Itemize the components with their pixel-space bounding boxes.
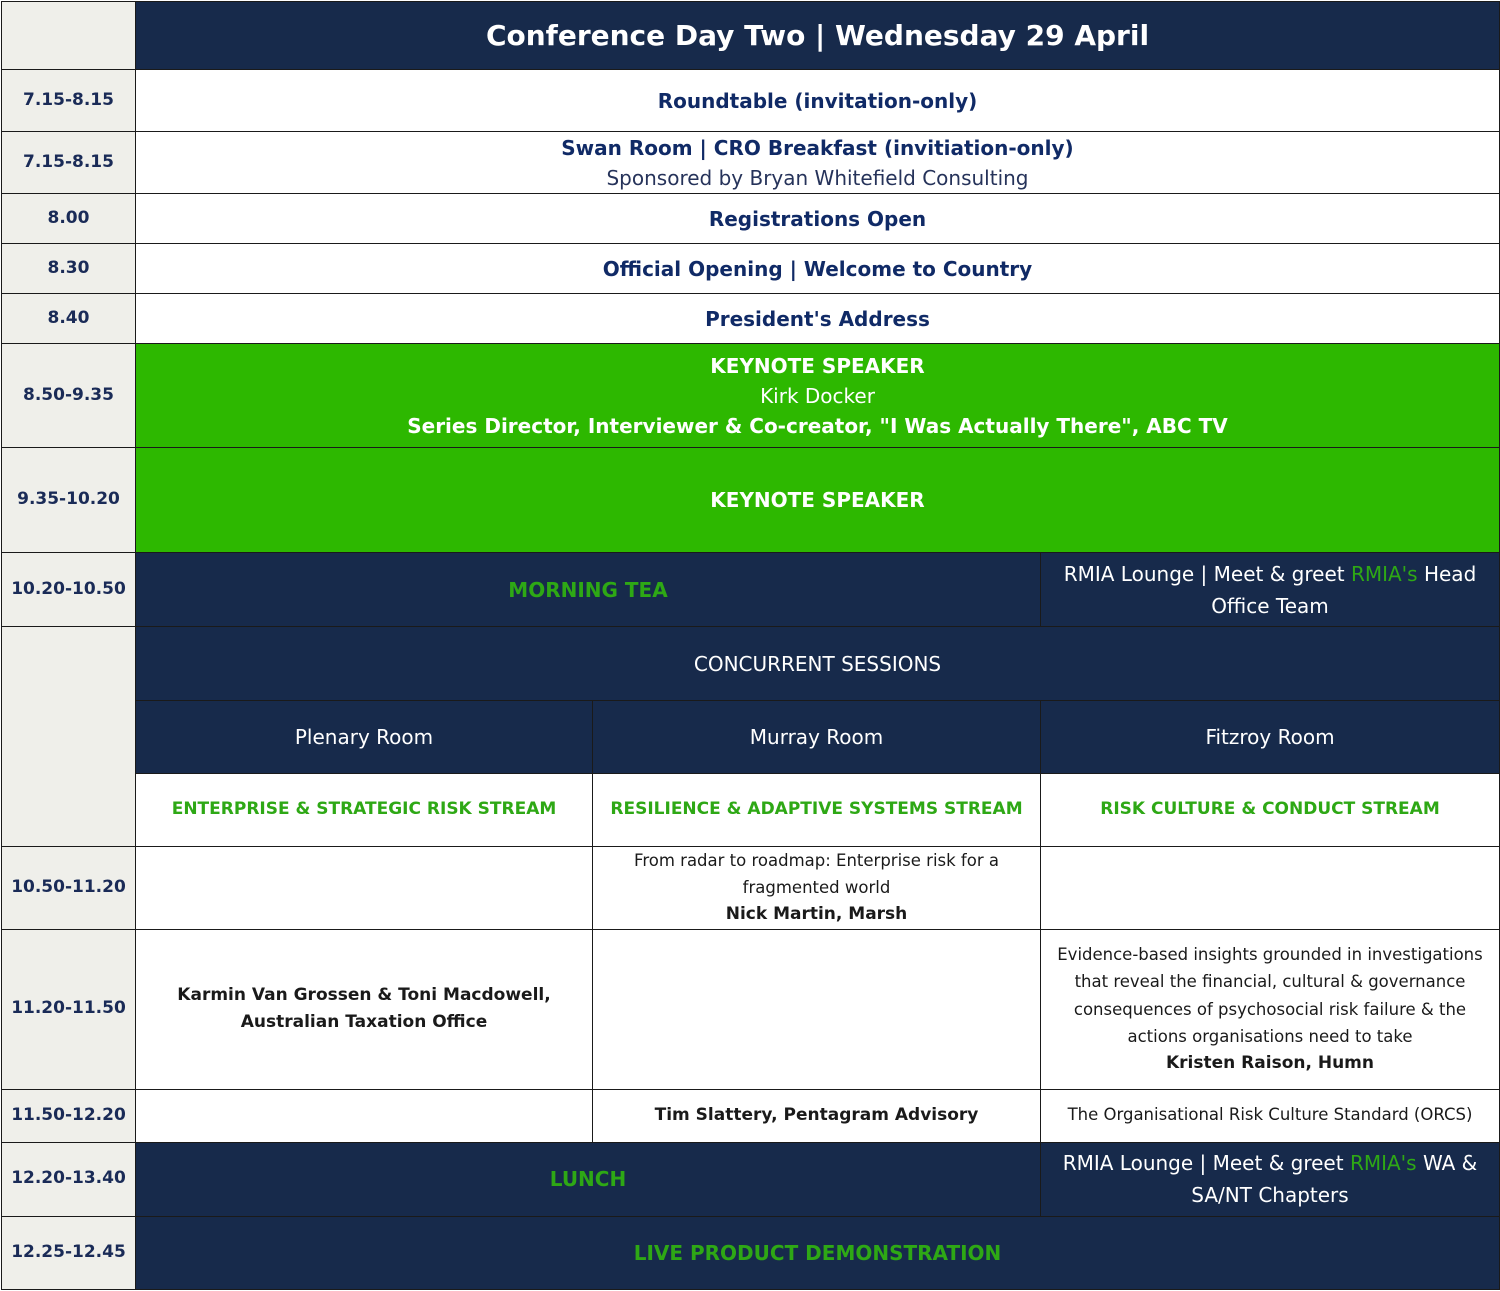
stream-cell-culture xyxy=(1041,774,1500,847)
session-cell-plenary xyxy=(136,1089,593,1142)
event-cell xyxy=(136,244,1500,294)
session-cell-murray xyxy=(593,847,1041,930)
keynote-speaker-role: Series Director, Interviewer & Co-creator, "I Was Actually There", ABC TV xyxy=(407,413,1228,438)
time-cell: 10.20-10.50 xyxy=(2,553,136,627)
session-speaker: Nick Martin, Marsh xyxy=(725,904,908,925)
agenda-row-roundtable xyxy=(2,70,1500,132)
room-name: Fitzroy Room xyxy=(1205,725,1335,749)
lounge-text xyxy=(1063,1151,1478,1207)
conference-agenda-table xyxy=(1,1,1500,1290)
time-cell: 11.50-12.20 xyxy=(2,1089,136,1142)
agenda-row-lunch xyxy=(2,1142,1500,1216)
lounge-cell xyxy=(1041,1142,1500,1216)
session-row-3 xyxy=(2,1089,1500,1142)
event-title: President's Address xyxy=(705,306,930,331)
header-corner-cell xyxy=(2,2,136,70)
session-cell-plenary xyxy=(136,847,593,930)
session-speaker: Kristen Raison, Humn xyxy=(1166,1052,1374,1073)
lounge-text xyxy=(1064,562,1477,618)
time-cell: 8.30 xyxy=(2,244,136,294)
time-cell: 12.25-12.45 xyxy=(2,1216,136,1289)
event-cell xyxy=(136,70,1500,132)
lounge-text-accent: RMIA's xyxy=(1349,1151,1417,1176)
streams-row xyxy=(2,774,1500,847)
stream-title: RESILIENCE & ADAPTIVE SYSTEMS STREAM xyxy=(610,799,1023,820)
lounge-text-suffix: WA & SA/NT Chapters xyxy=(1191,1151,1478,1208)
room-name: Plenary Room xyxy=(294,725,434,749)
demo-title: LIVE PRODUCT DEMONSTRATION xyxy=(633,1240,1002,1265)
session-cell-murray xyxy=(593,1089,1041,1142)
agenda-row-demo xyxy=(2,1216,1500,1289)
event-cell xyxy=(136,132,1500,194)
agenda-row-president xyxy=(2,294,1500,344)
time-cell: 8.40 xyxy=(2,294,136,344)
session-cell-plenary xyxy=(136,929,593,1089)
session-row-2 xyxy=(2,929,1500,1089)
stream-title: ENTERPRISE & STRATEGIC RISK STREAM xyxy=(171,799,557,820)
page-title: Conference Day Two | Wednesday 29 April xyxy=(136,2,1500,70)
event-sponsor: Sponsored by Bryan Whitefield Consulting xyxy=(606,165,1029,190)
event-title: Registrations Open xyxy=(708,206,927,231)
lounge-cell xyxy=(1041,553,1500,627)
room-cell-murray xyxy=(593,701,1041,774)
agenda-row-morning-tea xyxy=(2,553,1500,627)
time-cell: 8.50-9.35 xyxy=(2,344,136,448)
concurrent-sessions-row xyxy=(2,627,1500,701)
keynote-title: KEYNOTE SPEAKER xyxy=(710,353,925,378)
session-cell-fitzroy xyxy=(1041,847,1500,930)
event-title: Swan Room | CRO Breakfast (invitiation-only) xyxy=(561,135,1074,160)
concurrent-sessions-title: CONCURRENT SESSIONS xyxy=(693,651,942,676)
session-cell-fitzroy xyxy=(1041,929,1500,1089)
session-title: The Organisational Risk Culture Standard (ORCS) xyxy=(1067,1105,1473,1125)
lounge-text-prefix: RMIA Lounge | Meet & greet xyxy=(1062,1151,1350,1176)
session-speaker: Tim Slattery, Pentagram Advisory xyxy=(654,1105,979,1126)
time-cell: 11.20-11.50 xyxy=(2,929,136,1089)
rooms-row xyxy=(2,701,1500,774)
header-row xyxy=(2,2,1500,70)
agenda-row-breakfast xyxy=(2,132,1500,194)
keynote-title: KEYNOTE SPEAKER xyxy=(710,488,925,512)
stream-cell-resilience xyxy=(593,774,1041,847)
event-title: Official Opening | Welcome to Country xyxy=(602,256,1033,281)
session-cell-fitzroy xyxy=(1041,1089,1500,1142)
time-cell: 8.00 xyxy=(2,194,136,244)
room-cell-plenary xyxy=(136,701,593,774)
session-cell-murray xyxy=(593,929,1041,1089)
keynote-cell xyxy=(136,448,1500,553)
break-title: LUNCH xyxy=(549,1167,627,1192)
time-cell-empty xyxy=(2,627,136,847)
agenda-row-keynote-1 xyxy=(2,344,1500,448)
session-row-1 xyxy=(2,847,1500,930)
stream-title: RISK CULTURE & CONDUCT STREAM xyxy=(1100,799,1440,820)
session-title: From radar to roadmap: Enterprise risk for a fragmented world xyxy=(634,851,999,898)
agenda-row-opening xyxy=(2,244,1500,294)
session-speaker: Karmin Van Grossen & Toni Macdowell, Australian Taxation Office xyxy=(177,984,551,1033)
time-cell: 10.50-11.20 xyxy=(2,847,136,930)
session-title: Evidence-based insights grounded in investigations that reveal the financial, cultural & governance consequences of psychosocial risk failure & the actions organisations need to take xyxy=(1057,945,1483,1046)
lounge-text-prefix: RMIA Lounge | Meet & greet xyxy=(1063,561,1351,586)
break-title: MORNING TEA xyxy=(508,577,668,602)
lounge-text-suffix: Head Office Team xyxy=(1211,561,1477,618)
lounge-text-accent: RMIA's xyxy=(1350,561,1418,586)
demo-cell xyxy=(136,1216,1500,1289)
time-cell: 12.20-13.40 xyxy=(2,1142,136,1216)
concurrent-sessions-heading xyxy=(136,627,1500,701)
time-cell: 7.15-8.15 xyxy=(2,70,136,132)
event-title: Roundtable (invitation-only) xyxy=(657,88,978,113)
keynote-speaker-name: Kirk Docker xyxy=(760,383,875,408)
room-name: Murray Room xyxy=(749,725,884,749)
break-cell xyxy=(136,553,1041,627)
keynote-cell xyxy=(136,344,1500,448)
event-cell xyxy=(136,194,1500,244)
event-cell xyxy=(136,294,1500,344)
break-cell xyxy=(136,1142,1041,1216)
room-cell-fitzroy xyxy=(1041,701,1500,774)
time-cell: 9.35-10.20 xyxy=(2,448,136,553)
agenda-row-registrations xyxy=(2,194,1500,244)
agenda-row-keynote-2 xyxy=(2,448,1500,553)
stream-cell-enterprise xyxy=(136,774,593,847)
time-cell: 7.15-8.15 xyxy=(2,132,136,194)
